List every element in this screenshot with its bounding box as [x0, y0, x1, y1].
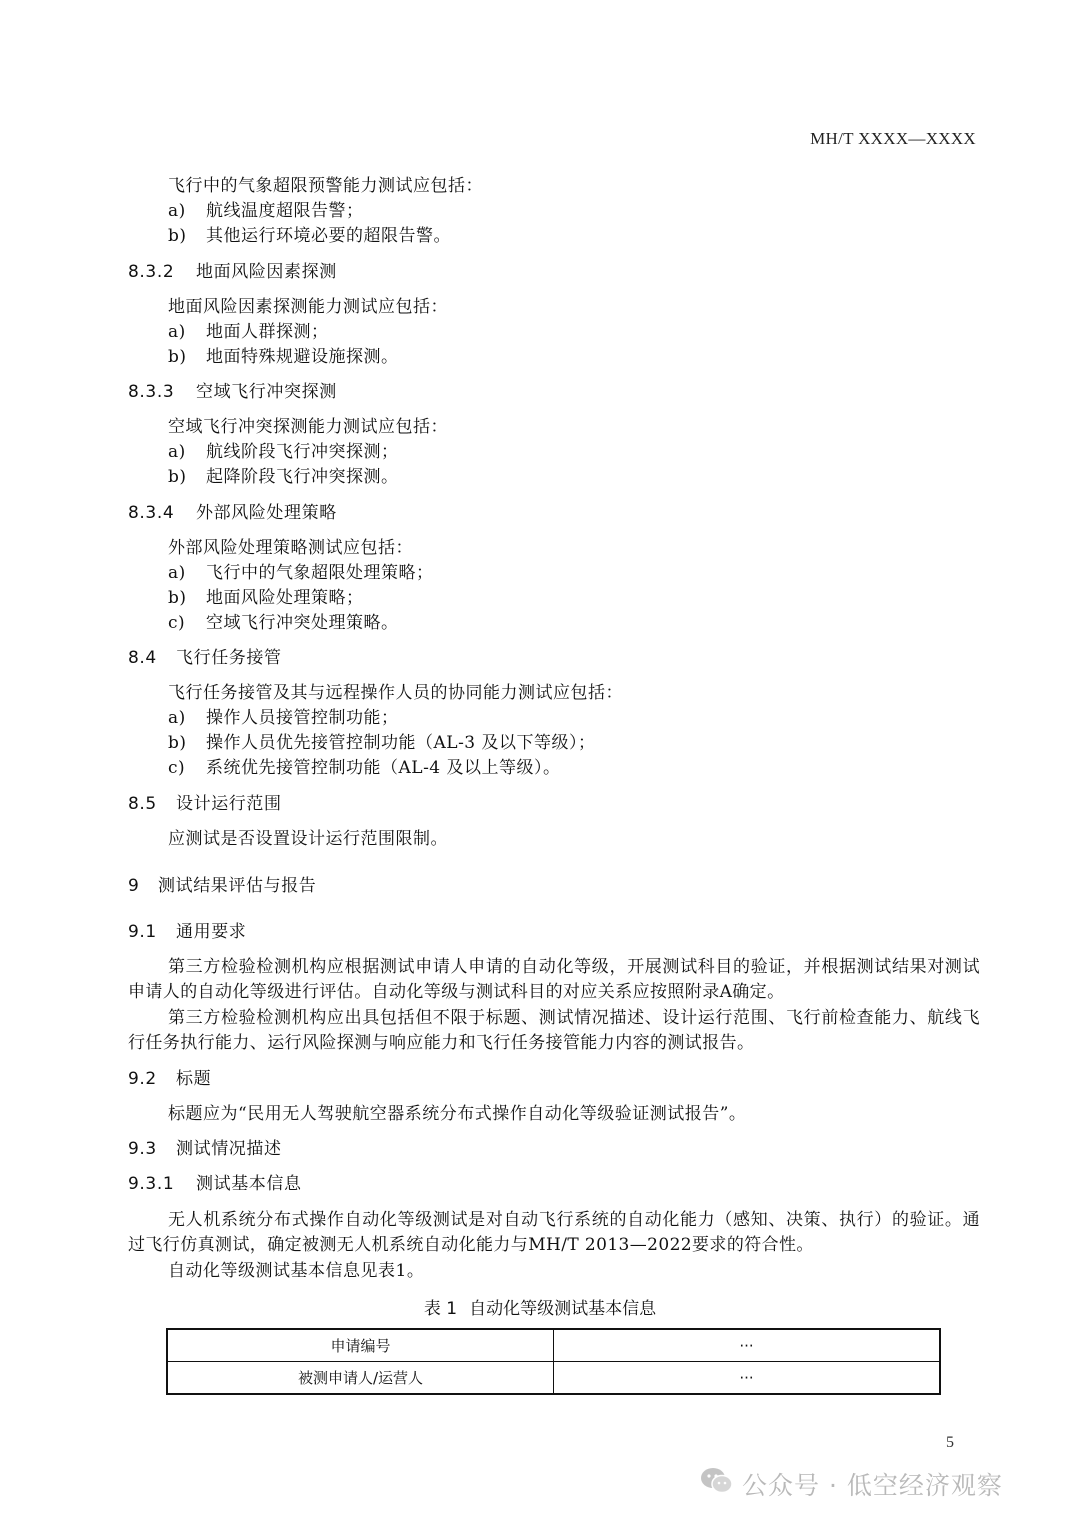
info-table — [166, 1328, 941, 1395]
heading-number: 8.3.2 — [128, 262, 175, 282]
section-intro: 飞行任务接管及其与远程操作人员的协同能力测试应包括： — [168, 683, 623, 703]
heading-8-5 — [128, 793, 282, 815]
list-text: 起降阶段飞行冲突探测。 — [206, 467, 399, 487]
list-text: 系统优先接管控制功能（AL-4 及以上等级）。 — [206, 758, 561, 778]
list-marker: a) — [168, 442, 186, 462]
heading-number: 9.2 — [128, 1069, 157, 1089]
list-item — [168, 225, 451, 247]
heading-number: 8.3.4 — [128, 503, 175, 523]
document-code-header: MH/T XXXX—XXXX — [810, 129, 976, 148]
list-marker: b) — [168, 226, 187, 246]
heading-number: 8.5 — [128, 794, 157, 814]
list-text: 操作人员接管控制功能； — [206, 708, 399, 728]
list-marker: a) — [168, 708, 186, 728]
section-intro: 飞行中的气象超限预警能力测试应包括： — [168, 176, 483, 196]
list-marker: b) — [168, 467, 187, 487]
table-title: 自动化等级测试基本信息 — [469, 1299, 657, 1319]
heading-9-3 — [128, 1138, 282, 1160]
table-cell-value: ··· — [554, 1329, 941, 1362]
heading-number: 9.3 — [128, 1139, 157, 1159]
heading-title: 测试情况描述 — [176, 1139, 282, 1159]
list-marker: a) — [168, 322, 186, 342]
list-text: 地面人群探测； — [206, 322, 329, 342]
table-row — [167, 1362, 940, 1395]
heading-title: 测试基本信息 — [196, 1174, 302, 1194]
list-marker: a) — [168, 201, 186, 221]
list-item — [168, 321, 329, 343]
heading-title: 飞行任务接管 — [176, 648, 282, 668]
heading-title: 空域飞行冲突探测 — [196, 382, 337, 402]
list-marker: b) — [168, 733, 187, 753]
heading-8-3-2 — [128, 261, 337, 283]
heading-8-3-3 — [128, 381, 337, 403]
table-cell-value: ··· — [554, 1362, 941, 1395]
table-cell-label: 被测申请人/运营人 — [167, 1362, 554, 1395]
list-text: 航线阶段飞行冲突探测； — [206, 442, 399, 462]
table-cell-label: 申请编号 — [167, 1329, 554, 1362]
list-marker: c) — [168, 613, 186, 633]
heading-number: 8.4 — [128, 648, 157, 668]
list-text: 其他运行环境必要的超限告警。 — [206, 226, 451, 246]
heading-8-4 — [128, 647, 282, 669]
heading-9-3-1 — [128, 1173, 302, 1195]
heading-9-2 — [128, 1068, 211, 1090]
section-text: 应测试是否设置设计运行范围限制。 — [168, 829, 448, 849]
list-item — [168, 562, 434, 584]
paragraph: 无人机系统分布式操作自动化等级测试是对自动飞行系统的自动化能力（感知、决策、执行）的验证。通过飞行仿真测试，确定被测无人机系统自动化能力与MH/T 2013—2022要求的符合性。 — [128, 1210, 980, 1255]
list-text: 地面风险处理策略； — [206, 588, 364, 608]
list-marker: b) — [168, 347, 187, 367]
section-intro: 地面风险因素探测能力测试应包括： — [168, 297, 448, 317]
list-text: 地面特殊规避设施探测。 — [206, 347, 399, 367]
list-item — [168, 466, 399, 488]
list-item — [168, 612, 399, 634]
list-item — [168, 441, 399, 463]
watermark — [700, 1466, 1003, 1502]
heading-title: 地面风险因素探测 — [196, 262, 337, 282]
heading-title: 通用要求 — [176, 922, 247, 942]
list-item — [168, 587, 364, 609]
table-caption — [0, 1294, 1080, 1319]
heading-number: 9.3.1 — [128, 1174, 175, 1194]
heading-title: 设计运行范围 — [176, 794, 282, 814]
list-item — [168, 707, 399, 729]
list-item — [168, 200, 364, 222]
list-marker: b) — [168, 588, 187, 608]
section-text: 标题应为“民用无人驾驶航空器系统分布式操作自动化等级验证测试报告”。 — [168, 1104, 747, 1124]
heading-title: 外部风险处理策略 — [196, 503, 337, 523]
paragraph: 自动化等级测试基本信息见表1。 — [168, 1261, 425, 1281]
section-intro: 空域飞行冲突探测能力测试应包括： — [168, 417, 448, 437]
table-number: 表 1 — [423, 1299, 458, 1319]
list-text: 飞行中的气象超限处理策略； — [206, 563, 434, 583]
list-marker: c) — [168, 758, 186, 778]
section-intro: 外部风险处理策略测试应包括： — [168, 538, 413, 558]
heading-9 — [128, 875, 316, 897]
wechat-icon — [700, 1466, 734, 1502]
watermark-text: 公众号 · 低空经济观察 — [742, 1471, 1003, 1500]
heading-number: 9 — [128, 876, 140, 896]
page-number: 5 — [946, 1434, 954, 1451]
list-item — [168, 732, 596, 754]
heading-number: 8.3.3 — [128, 382, 175, 402]
heading-title: 标题 — [176, 1069, 212, 1089]
paragraph: 第三方检验检测机构应根据测试申请人申请的自动化等级，开展测试科目的验证，并根据测试结果对测试申请人的自动化等级进行评估。自动化等级与测试科目的对应关系应按照附录A确定。 — [128, 957, 980, 1002]
list-item — [168, 757, 561, 779]
heading-8-3-4 — [128, 502, 337, 524]
paragraph: 第三方检验检测机构应出具包括但不限于标题、测试情况描述、设计运行范围、飞行前检查能力、航线飞行任务执行能力、运行风险探测与响应能力和飞行任务接管能力内容的测试报告。 — [128, 1008, 980, 1053]
heading-title: 测试结果评估与报告 — [158, 876, 317, 896]
list-item — [168, 346, 399, 368]
table-row — [167, 1329, 940, 1362]
list-text: 操作人员优先接管控制功能（AL-3 及以下等级）； — [206, 733, 596, 753]
heading-9-1 — [128, 921, 246, 943]
list-text: 空域飞行冲突处理策略。 — [206, 613, 399, 633]
list-text: 航线温度超限告警； — [206, 201, 364, 221]
heading-number: 9.1 — [128, 922, 157, 942]
list-marker: a) — [168, 563, 186, 583]
